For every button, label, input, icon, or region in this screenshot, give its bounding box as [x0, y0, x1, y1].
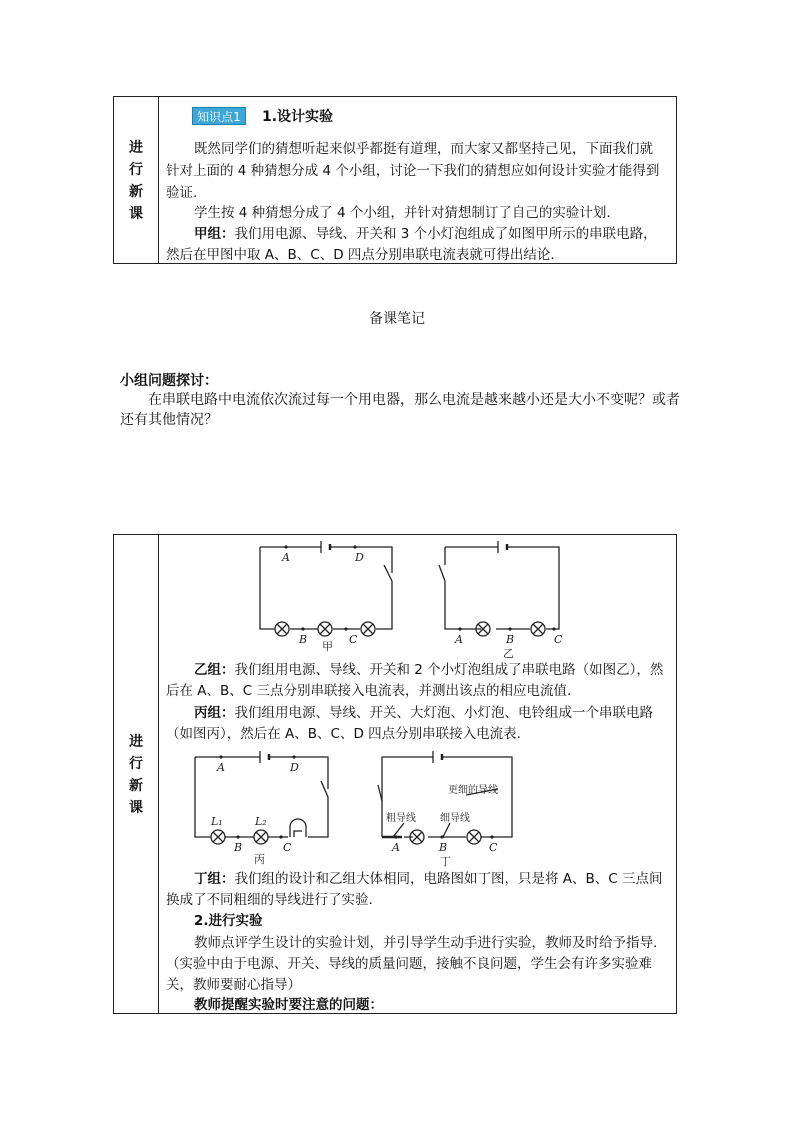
paragraph-line: 换成了不同粗细的导线进行了实验. [166, 892, 373, 908]
lesson-table-2 [113, 534, 677, 1014]
node-label: L₂ [255, 815, 267, 828]
side-label-column [114, 97, 159, 263]
node-label: A [392, 841, 400, 854]
wire-label: 更细的导线 [448, 785, 498, 796]
node-label: C [283, 841, 292, 854]
node-label: C [489, 841, 498, 854]
group-discussion-text: 在串联电路中电流依次流过每一个用电器，那么电流是越来越小还是大小不变呢？或者 还有其他情况？ [120, 392, 680, 428]
node-label: A [217, 761, 225, 774]
circuit-diagrams-bottom [158, 747, 676, 869]
node-label: B [506, 633, 515, 646]
group-discussion-title: 小组问题探讨： [120, 373, 218, 389]
notes-title: 备课笔记 [369, 311, 425, 327]
node-label: B [299, 633, 308, 646]
figure-caption: 丙 [254, 853, 265, 866]
paragraph-line: 乙组：我们组用电源、导线、开关和 2 个小灯泡组成了串联电路（如图乙），然 [194, 662, 664, 678]
node-label: B [439, 841, 448, 854]
remind-heading: 教师提醒实验时要注意的问题： [194, 997, 383, 1013]
wire-label: 细导线 [440, 813, 470, 824]
paragraph-line: 学生按 4 种猜想分成了 4 个小组，并针对猜想制订了自己的实验计划. [194, 205, 611, 221]
figure-caption: 丁 [440, 855, 451, 868]
paragraph-line: （如图丙），然后在 A、B、C、D 四点分别串联接入电流表. [166, 726, 521, 742]
side-label-column [114, 535, 159, 1013]
side-label: 进 行 新 课 [129, 140, 143, 222]
node-label: C [349, 633, 358, 646]
paragraph-line: （实验中由于电源、开关、导线的质量问题，接触不良问题，学生会有许多实验难 [166, 956, 652, 972]
paragraph-line: 既然同学们的猜想听起来似乎都挺有道理，而大家又都坚持己见，下面我们就 [194, 141, 653, 157]
node-label: L₁ [211, 815, 223, 828]
section-heading: 1.设计实验 [262, 109, 334, 125]
paragraph-line: 教师点评学生设计的实验计划，并引导学生动手进行实验，教师及时给予指导. [194, 935, 658, 951]
knowledge-point-badge: 知识点1 [192, 107, 246, 125]
section-heading: 2.进行实验 [194, 913, 263, 929]
lesson-table-1 [113, 96, 677, 264]
side-label: 进 行 新 课 [129, 734, 143, 816]
node-label: D [355, 551, 364, 564]
lesson-content [158, 97, 676, 263]
node-label: A [455, 633, 463, 646]
wire-label: 粗导线 [386, 813, 416, 824]
paragraph-line: 甲组：我们用电源、导线、开关和 3 个小灯泡组成了如图甲所示的串联电路， [194, 226, 657, 242]
figure-caption: 甲 [322, 640, 333, 653]
node-label: C [554, 633, 563, 646]
node-label: A [282, 551, 290, 564]
paragraph-line: 验证. [166, 185, 198, 201]
circuit-diagrams-top [158, 535, 676, 661]
paragraph-line: 后在 A、B、C 三点分别串联接入电流表，并测出该点的相应电流值. [166, 683, 572, 699]
node-label: B [234, 841, 243, 854]
node-label: D [290, 761, 299, 774]
figure-caption: 乙 [503, 647, 514, 660]
paragraph-line: 然后在甲图中取 A、B、C、D 四点分别串联电流表就可得出结论. [166, 247, 555, 263]
paragraph-line: 丙组：我们组用电源、导线、开关、大灯泡、小灯泡、电铃组成一个串联电路 [194, 705, 653, 721]
paragraph-line: 关，教师要耐心指导） [166, 977, 301, 993]
paragraph-line: 丁组：我们组的设计和乙组大体相同，电路图如丁图，只是将 A、B、C 三点间 [194, 871, 663, 887]
lesson-content [158, 535, 676, 1013]
paragraph-line: 针对上面的 4 种猜想分成 4 个小组，讨论一下我们的猜想应如何设计实验才能得到 [166, 163, 660, 179]
